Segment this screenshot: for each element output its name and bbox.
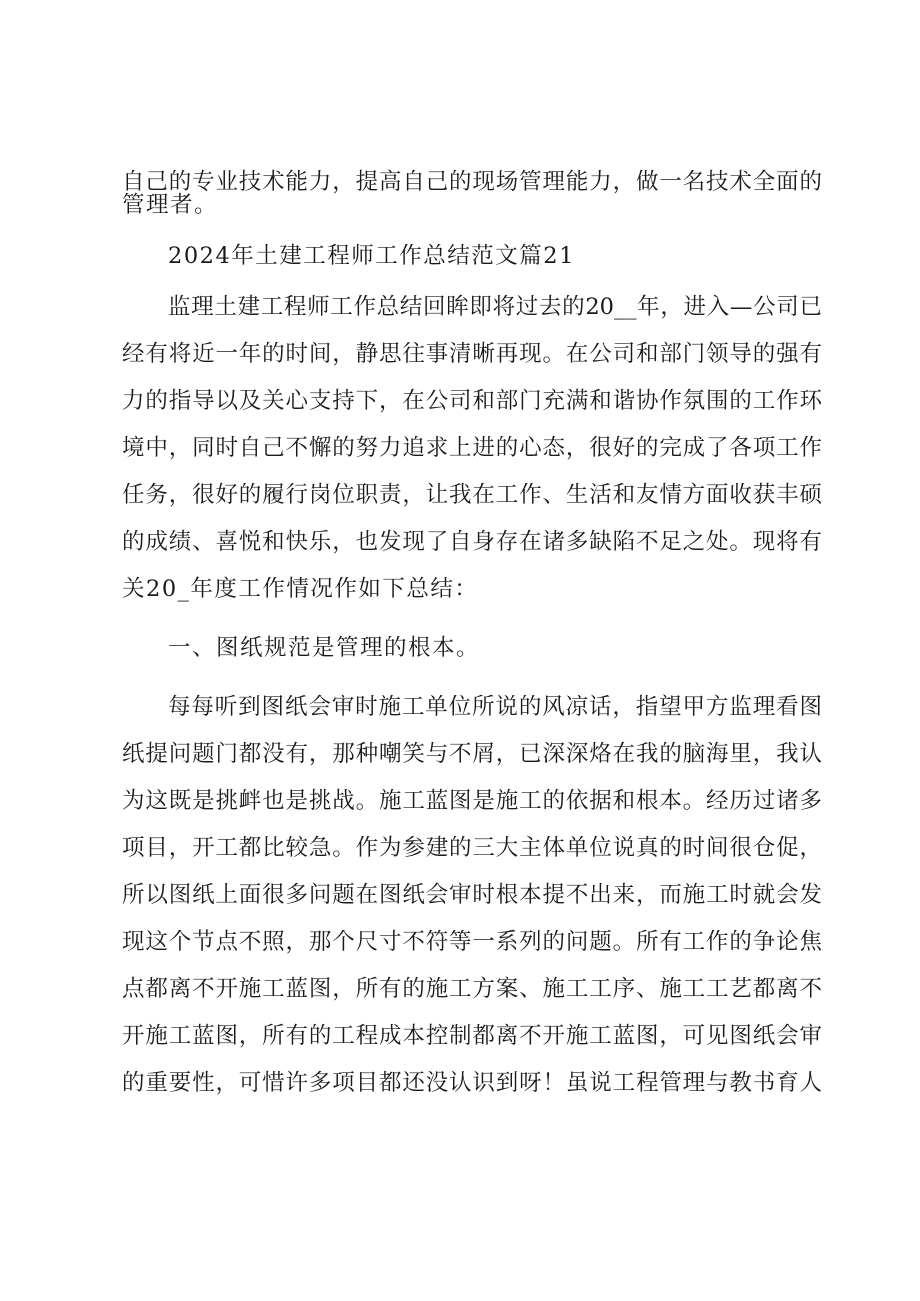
paragraph-line: 自己的专业技术能力，提高自己的现场管理能力，做一名技术全面的: [122, 169, 822, 195]
paragraph-line: 任务，很好的履行岗位职责，让我在工作、生活和友情方面收获丰硕: [122, 482, 822, 508]
paragraph-line: 纸提问题门都没有，那种嘲笑与不屑，已深深烙在我的脑海里，我认: [122, 741, 822, 767]
paragraph-line: 每每听到图纸会审时施工单位所说的风凉话，指望甲方监理看图: [168, 694, 822, 720]
paragraph-line: 为这既是挑衅也是挑战。施工蓝图是施工的依据和根本。经历过诸多: [122, 788, 822, 814]
paragraph-line: 点都离不开施工蓝图，所有的施工方案、施工工序、施工工艺都离不: [122, 976, 822, 1002]
paragraph-line: 力的指导以及关心支持下，在公司和部门充满和谐协作氛围的工作环: [122, 388, 822, 414]
paragraph-line: 管理者。: [122, 192, 219, 218]
paragraph-line: 的重要性，可惜许多项目都还没认识到呀！虽说工程管理与教书育人: [122, 1070, 822, 1096]
paragraph-line: 所以图纸上面很多问题在图纸会审时根本提不出来，而施工时就会发: [122, 882, 822, 908]
section-heading: 一、图纸规范是管理的根本。: [168, 635, 481, 661]
section-heading: 2024年土建工程师工作总结范文篇21: [168, 243, 575, 269]
paragraph-line: 的成绩、喜悦和快乐，也发现了自身存在诸多缺陷不足之处。现将有: [122, 529, 822, 555]
paragraph-line: 项目，开工都比较急。作为参建的三大主体单位说真的时间很仓促，: [122, 835, 822, 861]
paragraph-line: 境中，同时自己不懈的努力追求上进的心态，很好的完成了各项工作: [122, 435, 822, 461]
paragraph-line: 经有将近一年的时间，静思往事清晰再现。在公司和部门领导的强有: [122, 341, 822, 367]
paragraph-line: 监理土建工程师工作总结回眸即将过去的20__年，进入—公司已: [168, 294, 822, 320]
paragraph-line: 关20_年度工作情况作如下总结：: [122, 576, 479, 602]
paragraph-line: 现这个节点不照，那个尺寸不符等一系列的问题。所有工作的争论焦: [122, 929, 822, 955]
paragraph-line: 开施工蓝图，所有的工程成本控制都离不开施工蓝图，可见图纸会审: [122, 1023, 822, 1049]
